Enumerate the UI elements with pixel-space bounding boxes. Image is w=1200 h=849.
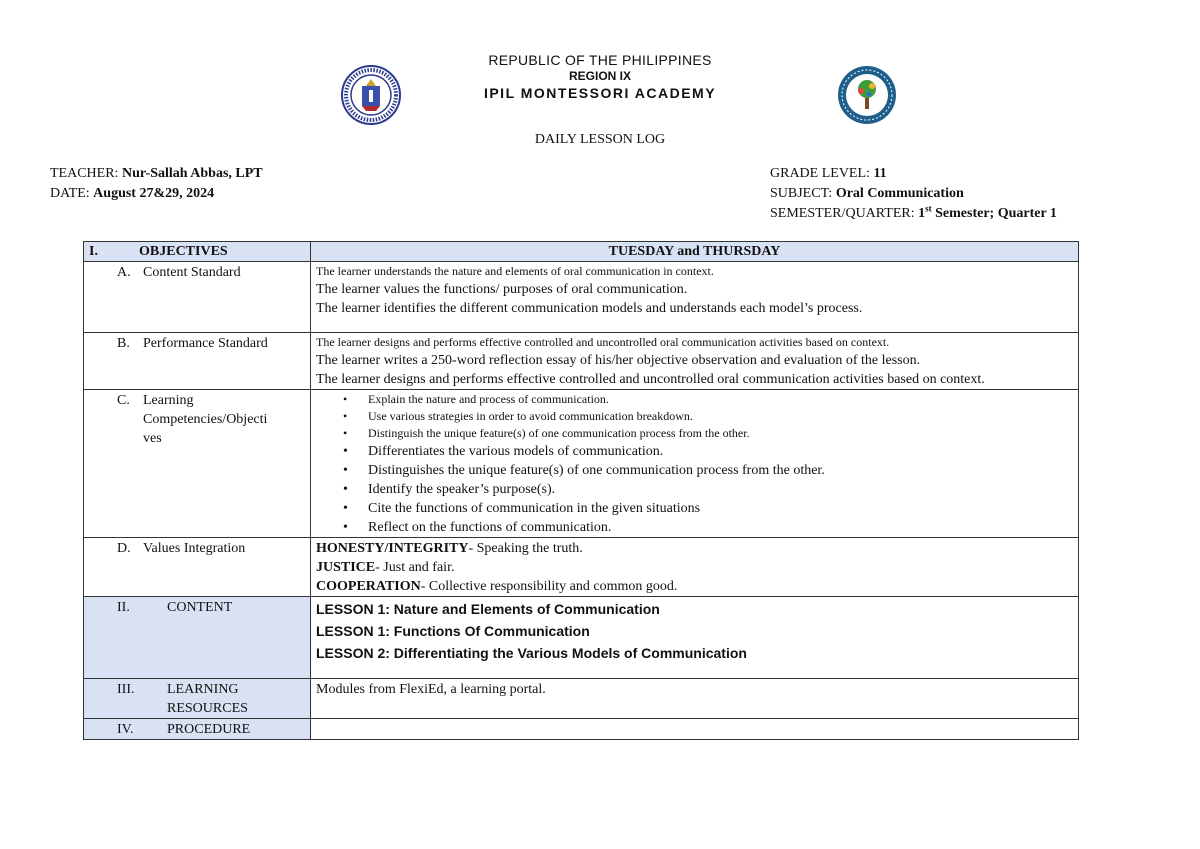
list-item: • Explain the nature and process of communication.: [316, 391, 1073, 408]
lesson-item: LESSON 2: Differentiating the Various Models of Communication: [316, 645, 747, 661]
list-item: • Reflect on the functions of communication.: [316, 518, 1073, 537]
table-row-competencies: [84, 390, 1079, 538]
deped-seal-logo: [340, 64, 402, 126]
table-row-performance-standard: [84, 333, 1079, 390]
competencies-list: [316, 391, 1073, 537]
table-header-row: [84, 242, 1079, 262]
lesson-item: LESSON 1: Nature and Elements of Communication: [316, 601, 660, 617]
teacher-date-block: [50, 164, 263, 204]
semester-line: SEMESTER/QUARTER: 1st Semester; Quarter 1: [770, 203, 1057, 221]
list-item: • Distinguish the unique feature(s) of one communication process from the other.: [316, 425, 1073, 442]
row-value: HONESTY/INTEGRITY- Speaking the truth. JUSTICE- Just and fair. COOPERATION- Collective responsibility and common good.: [311, 538, 1079, 597]
subject-line: SUBJECT: Oral Communication: [770, 186, 964, 201]
school-seal-logo: [836, 64, 898, 126]
row-label: IV. PROCEDURE: [84, 719, 311, 740]
row-value: The learner understands the nature and elements of oral communication in context. The learner values the functions/ purposes of oral communication. The learner identifies the different communication models and understands each model’s process.: [311, 262, 1079, 333]
row-label: B. Performance Standard: [84, 333, 311, 390]
document-title: DAILY LESSON LOG: [534, 132, 666, 147]
grade-line: GRADE LEVEL: 11: [770, 166, 887, 181]
semester-value: 1st Semester; Quarter 1: [918, 203, 1057, 221]
lesson-log-table: [83, 241, 1079, 740]
table-row-procedure: [84, 719, 1079, 740]
list-item: • Distinguishes the unique feature(s) of one communication process from the other.: [316, 461, 1073, 480]
row-label: II. CONTENT: [84, 597, 311, 679]
course-info-block: [770, 164, 1057, 224]
row-value: The learner designs and performs effective controlled and uncontrolled oral communication activities based on context. The learner writes a 250-word reflection essay of his/her objective observation and evaluation of the lesson. The learner designs and performs effective controlled and uncontrolled oral communication activities based on context.: [311, 333, 1079, 390]
row-label: C. Learning Competencies/Objecti ves: [84, 390, 311, 538]
row-label: A. Content Standard: [84, 262, 311, 333]
list-item: • Cite the functions of communication in the given situations: [316, 499, 1073, 518]
lesson-item: LESSON 1: Functions Of Communication: [316, 623, 590, 639]
teacher-name: Nur-Sallah Abbas, LPT: [121, 166, 263, 181]
row-value: Modules from FlexiEd, a learning portal.: [311, 679, 1079, 719]
list-item: • Differentiates the various models of communication.: [316, 442, 1073, 461]
list-item: • Identify the speaker’s purpose(s).: [316, 480, 1073, 499]
republic-line: REPUBLIC OF THE PHILIPPINES: [488, 52, 712, 68]
row-value: [311, 719, 1079, 740]
table-row-content-standard: [84, 262, 1079, 333]
objectives-header: I. OBJECTIVES: [84, 242, 311, 262]
table-row-resources: [84, 679, 1079, 719]
grade-level: 11: [873, 166, 887, 181]
row-value: [311, 597, 1079, 679]
lesson-date: August 27&29, 2024: [93, 186, 215, 201]
row-label: D. Values Integration: [84, 538, 311, 597]
row-label: III. LEARNING RESOURCES: [84, 679, 311, 719]
school-name: IPIL MONTESSORI ACADEMY: [483, 85, 717, 101]
date-line: DATE: August 27&29, 2024: [50, 186, 215, 201]
table-row-values: [84, 538, 1079, 597]
region-line: REGION IX: [568, 69, 631, 83]
teacher-line: TEACHER: Nur-Sallah Abbas, LPT: [50, 166, 263, 181]
table-row-content: [84, 597, 1079, 679]
row-value: [311, 390, 1079, 538]
letterhead: [0, 52, 1200, 102]
list-item: • Use various strategies in order to avoid communication breakdown.: [316, 408, 1073, 425]
day-header: TUESDAY and THURSDAY: [311, 242, 1079, 262]
subject-name: Oral Communication: [835, 186, 964, 201]
